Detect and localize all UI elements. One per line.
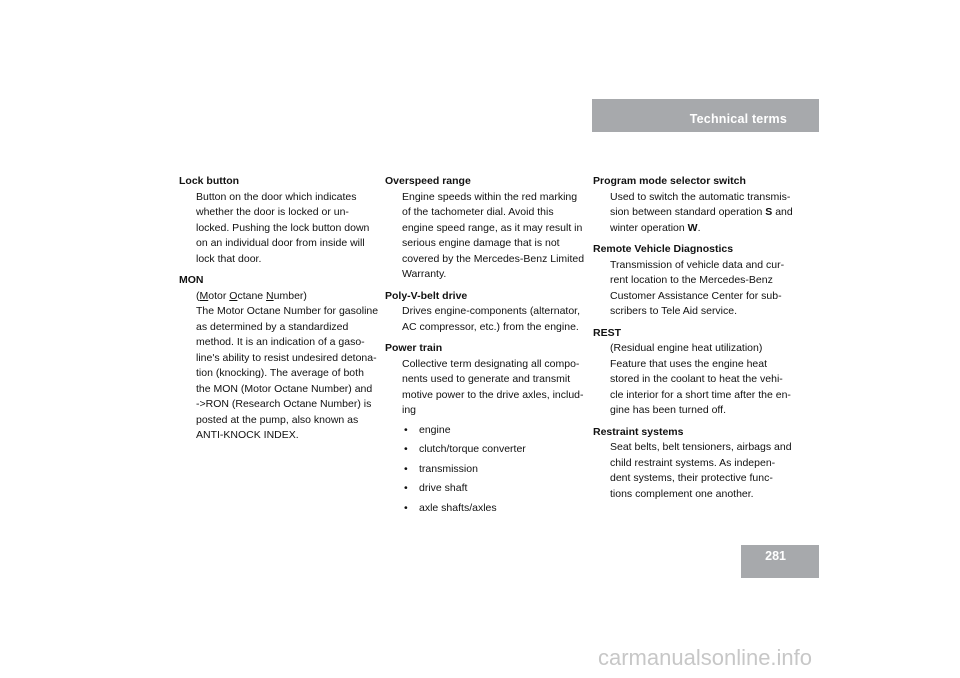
term-power-train: Power train	[385, 342, 443, 354]
mode-w-symbol: W	[687, 221, 698, 234]
glossary-entry-restraint-systems	[593, 425, 793, 503]
abbrev-letter: O	[229, 289, 238, 302]
definition-line: Customer Assistance Center for sub-	[610, 289, 782, 302]
bullet-item: • drive shaft	[402, 481, 585, 497]
watermark: carmanualsonline.info	[598, 645, 813, 670]
definition-line: method. It is an indication of a gaso-	[196, 336, 365, 348]
definition-line: as determined by a standardized	[196, 320, 349, 333]
definition-line: stored in the coolant to heat the vehi-	[610, 373, 783, 385]
glossary-entry-remote-vehicle-diagnostics	[593, 242, 793, 320]
term-rest: REST	[593, 326, 622, 339]
text-fragment: and	[772, 206, 793, 218]
definition-line: tions complement one another.	[610, 487, 754, 500]
term-restraint-systems: Restraint systems	[593, 425, 684, 438]
definition-line: The Motor Octane Number for gasoline	[196, 305, 379, 317]
term-remote-vehicle-diagnostics: Remote Vehicle Diagnostics	[593, 243, 734, 255]
bullet-item: • transmission	[402, 462, 585, 478]
page-number-band	[741, 545, 819, 578]
term-overspeed-range: Overspeed range	[385, 175, 471, 187]
abbrev-letter: M	[199, 289, 209, 302]
column-middle	[385, 174, 585, 522]
definition-line: rent location to the Mercedes-Benz	[610, 274, 773, 286]
definition-line: lock that door.	[196, 252, 262, 265]
abbrev-part: otor	[208, 289, 230, 302]
term-program-mode-selector: Program mode selector switch	[593, 175, 746, 187]
text-fragment: winter operation	[610, 221, 688, 234]
definition-line: gine has been turned off.	[610, 404, 726, 416]
term-poly-v-belt-drive: Poly-V-belt drive	[385, 289, 468, 302]
definition-line: Feature that uses the engine heat	[610, 357, 768, 370]
definition-line: engine speed range, as it may result in	[402, 221, 583, 234]
definition-line: locked. Pushing the lock button down	[196, 221, 370, 234]
definition-overspeed-range	[385, 190, 585, 283]
definition-poly-v-belt-drive	[385, 304, 585, 335]
definition-line	[610, 205, 793, 221]
definition-line	[610, 221, 793, 237]
glossary-entry-power-train	[385, 341, 585, 516]
definition-line: scribers to Tele Aid service.	[610, 305, 738, 317]
glossary-entry-overspeed-range	[385, 174, 585, 283]
definition-line: covered by the Mercedes-Benz Limited	[402, 252, 585, 265]
definition-line: cle interior for a short time after the en-	[610, 388, 791, 401]
definition-line: whether the door is locked or un-	[196, 206, 349, 218]
abbrev-part: ctane	[237, 289, 267, 302]
definition-remote-vehicle-diagnostics	[593, 258, 793, 320]
definition-mon	[179, 289, 379, 444]
definition-line: (Residual engine heat utilization)	[610, 342, 763, 354]
definition-line: Transmission of vehicle data and cur-	[610, 258, 785, 271]
bullet-item: • axle shafts/axles	[402, 501, 585, 517]
abbrev-part: umber)	[273, 289, 307, 302]
definition-rest	[593, 341, 793, 419]
abbreviation-expansion	[196, 289, 379, 305]
definition-line: on an individual door from inside will	[196, 237, 365, 249]
page-title: Technical terms	[689, 112, 787, 126]
glossary-entry-program-mode-selector	[593, 174, 793, 236]
definition-line: motive power to the drive axles, includ-	[402, 388, 584, 401]
definition-line: Button on the door which indicates	[196, 190, 357, 203]
definition-line: ing	[402, 404, 417, 416]
bullet-item: • clutch/torque converter	[402, 442, 585, 458]
column-right	[593, 174, 793, 508]
definition-line: ->RON (Research Octane Number) is	[196, 398, 372, 410]
definition-line: line's ability to resist undesired detona-	[196, 351, 377, 364]
definition-line: tion (knocking). The average of both	[196, 367, 364, 379]
glossary-entry-mon	[179, 273, 379, 444]
glossary-entry-poly-v-belt-drive	[385, 289, 585, 336]
definition-line: AC compressor, etc.) from the engine.	[402, 320, 579, 333]
definition-line: Used to switch the automatic transmis-	[610, 190, 791, 203]
glossary-entry-rest	[593, 326, 793, 419]
definition-line: posted at the pump, also known as	[196, 413, 359, 426]
abbrev-letter: N	[266, 289, 274, 302]
definition-restraint-systems	[593, 440, 793, 502]
definition-program-mode-selector	[593, 190, 793, 237]
definition-line: of the tachometer dial. Avoid this	[402, 206, 554, 218]
column-left	[179, 174, 379, 450]
term-lock-button: Lock button	[179, 175, 240, 187]
bullet-list	[402, 423, 585, 517]
definition-line: ANTI-KNOCK INDEX.	[196, 429, 299, 441]
page-number: 281	[765, 549, 786, 563]
definition-line: Warranty.	[402, 268, 447, 280]
definition-power-train	[385, 357, 585, 517]
definition-line: serious engine damage that is not	[402, 237, 560, 249]
definition-line: Seat belts, belt tensioners, airbags and	[610, 441, 792, 453]
text-fragment: sion between standard operation	[610, 206, 766, 218]
definition-line: the MON (Motor Octane Number) and	[196, 382, 373, 395]
definition-lock-button	[179, 190, 379, 268]
definition-line: Collective term designating all compo-	[402, 357, 580, 370]
bullet-item: • engine	[402, 423, 585, 439]
definition-line: dent systems, their protective func-	[610, 472, 773, 484]
definition-line: Engine speeds within the red marking	[402, 190, 578, 203]
mode-s-symbol: S	[765, 206, 773, 218]
text-fragment: .	[697, 221, 701, 234]
definition-line: Drives engine-components (alternator,	[402, 305, 581, 317]
definition-line: nents used to generate and transmit	[402, 373, 571, 385]
definition-line: child restraint systems. As indepen-	[610, 456, 776, 469]
abbrev-part: (	[196, 289, 200, 302]
glossary-entry-lock-button	[179, 174, 379, 267]
header-band	[592, 99, 819, 132]
term-mon: MON	[179, 274, 204, 286]
